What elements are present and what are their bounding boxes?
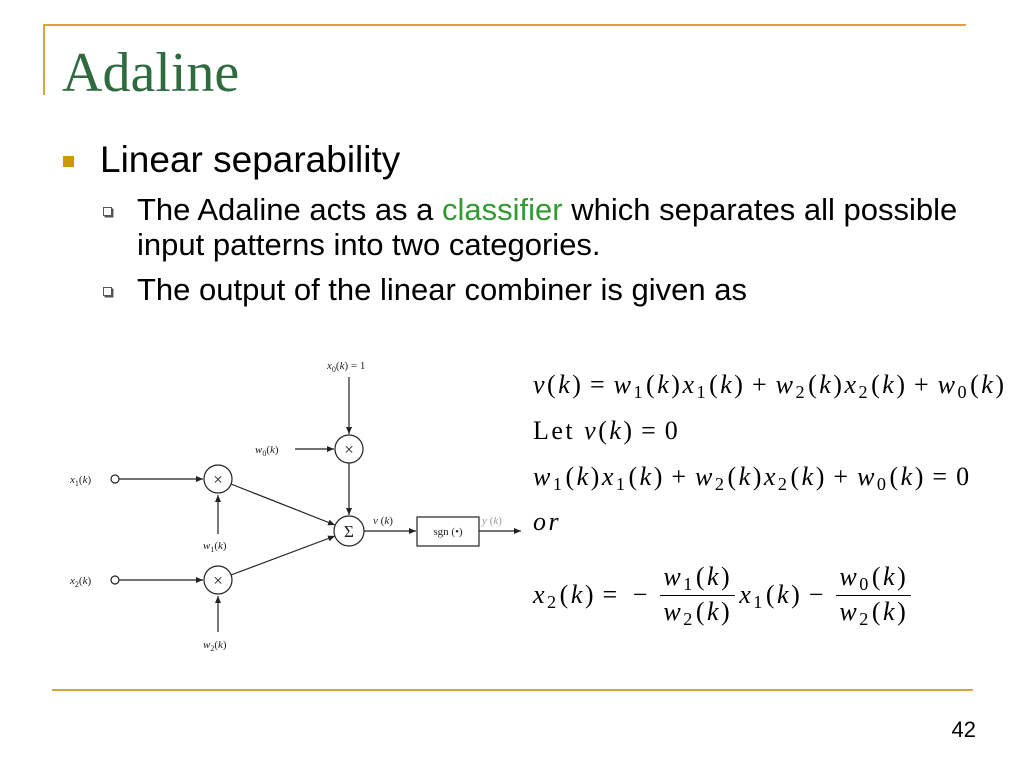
math-symbol: (	[266, 444, 271, 456]
bullet-linear-separability: Linear separability	[100, 139, 401, 180]
equation-or	[533, 507, 561, 537]
math-subscript: 1	[552, 474, 565, 495]
math-text: Let	[533, 416, 585, 445]
math-variable: k	[657, 370, 672, 399]
math-symbol: )	[653, 462, 665, 491]
arrow-multiplier1-to-sum	[231, 484, 335, 525]
math-variable: k	[218, 540, 223, 552]
math-symbol: (	[214, 540, 219, 552]
math-variable: k	[882, 370, 897, 399]
math-subscript: 2	[683, 609, 695, 630]
math-symbol: )	[897, 597, 909, 626]
math-symbol: )	[734, 370, 746, 399]
page-number: 42	[951, 717, 976, 742]
math-symbol: (	[808, 370, 820, 399]
math-operator: =	[602, 579, 620, 609]
label-x1	[69, 474, 91, 488]
math-symbol: (	[565, 462, 577, 491]
fraction-denominator	[660, 596, 735, 629]
open-circle-icon	[111, 576, 119, 584]
math-symbol: (	[889, 462, 901, 491]
equation-boundary	[533, 462, 972, 494]
math-variable: k	[576, 462, 591, 491]
math-symbol: (	[709, 370, 721, 399]
math-operator: −	[632, 579, 650, 609]
math-operator: +	[833, 462, 851, 491]
math-variable: o	[533, 507, 549, 536]
sub-bullet-classifier	[137, 192, 987, 262]
math-symbol: (	[646, 370, 658, 399]
math-variable: y	[482, 515, 487, 527]
math-variable: k	[339, 360, 345, 372]
math-variable: k	[558, 370, 573, 399]
math-variable: k	[82, 474, 88, 486]
math-subscript: 0	[876, 474, 889, 495]
math-symbol: 0	[956, 462, 972, 491]
math-symbol: (	[790, 462, 802, 491]
math-symbol: (	[78, 474, 83, 486]
math-variable: k	[570, 579, 585, 609]
math-operator: =	[641, 416, 659, 445]
math-subscript: 2	[777, 474, 790, 495]
math-operator: =	[932, 462, 950, 491]
math-subscript: 1	[615, 474, 628, 495]
math-subscript: 2	[714, 474, 727, 495]
math-variable: w	[695, 462, 715, 491]
math-variable: k	[883, 562, 898, 591]
math-operator: +	[914, 370, 932, 399]
math-subscript: 2	[210, 644, 215, 653]
math-variable: w	[203, 540, 211, 552]
math-symbol: (	[970, 370, 982, 399]
label-w0	[255, 444, 279, 458]
math-variable: w	[839, 562, 860, 591]
top-rule	[44, 24, 966, 26]
math-variable: x	[763, 462, 778, 491]
math-subscript: 0	[859, 574, 871, 595]
math-symbol: )	[222, 540, 227, 552]
math-fraction	[660, 562, 735, 629]
math-variable: k	[270, 444, 275, 456]
label-sgn	[433, 526, 463, 538]
math-variable: w	[663, 562, 684, 591]
multiply-symbol: ×	[213, 571, 223, 590]
label-v	[373, 515, 393, 527]
math-symbol: )	[274, 444, 279, 456]
math-subscript: 2	[547, 591, 559, 612]
math-variable: x	[70, 575, 75, 587]
label-y	[481, 515, 502, 527]
math-subscript: 1	[696, 382, 709, 403]
sub-bullet-text-before: The Adaline acts as a	[137, 192, 443, 227]
math-symbol: (	[628, 462, 640, 491]
math-variable: k	[883, 597, 898, 626]
math-variable: k	[981, 370, 996, 399]
math-operator: =	[589, 370, 608, 399]
math-symbol: )	[498, 515, 502, 527]
math-variable: k	[900, 462, 915, 491]
math-variable: x	[739, 579, 754, 609]
math-variable: r	[548, 507, 562, 536]
highlight-classifier: classifier	[442, 192, 563, 227]
math-variable: w	[255, 444, 263, 456]
math-variable: k	[639, 462, 654, 491]
math-symbol: )	[222, 639, 227, 651]
math-symbol: (	[695, 597, 707, 626]
math-symbol: (	[486, 515, 494, 527]
math-subscript: 1	[683, 574, 695, 595]
math-subscript: 1	[753, 591, 765, 612]
math-variable: w	[533, 462, 553, 491]
math-symbol: (	[765, 579, 778, 609]
math-variable: x	[844, 370, 859, 399]
math-group	[739, 580, 832, 612]
fraction-denominator	[836, 596, 911, 629]
math-variable: v	[373, 515, 378, 527]
math-variable: w	[937, 370, 958, 399]
math-symbol: )	[896, 370, 908, 399]
math-symbol: (	[695, 562, 707, 591]
math-variable: k	[801, 462, 816, 491]
math-symbol: )	[833, 370, 845, 399]
math-variable: k	[384, 515, 390, 527]
math-symbol: )	[721, 597, 733, 626]
math-subscript: 2	[795, 382, 808, 403]
hollow-square-bullet-icon	[103, 287, 112, 296]
math-variable: x	[533, 579, 548, 609]
math-operator: +	[671, 462, 689, 491]
math-symbol: (	[78, 575, 83, 587]
equation-let-zero	[533, 416, 680, 446]
math-variable: x	[601, 462, 616, 491]
math-variable: k	[706, 597, 722, 626]
math-symbol: )	[914, 462, 926, 491]
math-subscript: 0	[262, 449, 267, 458]
math-symbol: )	[995, 370, 1007, 399]
math-symbol: 0	[664, 416, 681, 445]
math-symbol: (	[214, 639, 219, 651]
math-variable: k	[738, 462, 753, 491]
math-variable: v	[584, 416, 599, 445]
math-variable: k	[609, 416, 624, 445]
math-variable: w	[203, 639, 211, 651]
math-variable: w	[775, 370, 796, 399]
fraction-numerator	[660, 562, 735, 596]
math-variable: x	[682, 370, 697, 399]
math-symbol: (	[727, 462, 739, 491]
math-symbol: (	[547, 370, 559, 399]
math-symbol: )	[389, 515, 393, 527]
square-bullet-icon	[63, 156, 74, 167]
math-subscript: 2	[859, 609, 871, 630]
math-group	[533, 580, 656, 612]
math-variable: k	[706, 562, 722, 591]
math-subscript: 1	[633, 382, 646, 403]
math-symbol: (	[335, 360, 340, 372]
math-variable: k	[720, 370, 735, 399]
math-symbol: )	[721, 562, 733, 591]
sum-symbol: Σ	[344, 522, 354, 541]
math-subscript: 2	[74, 580, 79, 589]
left-rule	[43, 24, 45, 95]
math-symbol: (	[377, 515, 385, 527]
math-symbol: )	[815, 462, 827, 491]
arrow-multiplier2-to-sum	[231, 536, 335, 575]
sub-bullet-output: The output of the linear combiner is given as	[137, 272, 748, 307]
math-variable: k	[819, 370, 834, 399]
math-subscript: 0	[331, 365, 336, 374]
math-variable: w	[839, 597, 860, 626]
label-w2	[203, 639, 227, 653]
math-variable: k	[777, 579, 792, 609]
adaline-diagram	[60, 350, 530, 670]
math-symbol: )	[791, 579, 803, 609]
math-symbol: )	[590, 462, 602, 491]
math-variable: x	[327, 360, 332, 372]
math-symbol: )	[623, 416, 635, 445]
math-variable: k	[493, 515, 499, 527]
math-symbol: )	[752, 462, 764, 491]
math-variable: k	[218, 639, 223, 651]
math-fraction	[836, 562, 911, 629]
math-variable: v	[533, 370, 548, 399]
math-symbol: (	[871, 370, 883, 399]
math-symbol: ) = 1	[344, 360, 366, 372]
math-symbol: )	[87, 474, 92, 486]
math-operator: −	[808, 579, 826, 609]
hollow-square-bullet-icon	[103, 207, 112, 216]
math-symbol: )	[584, 579, 597, 609]
bottom-rule	[52, 689, 973, 691]
equation-decision-line	[533, 562, 915, 629]
math-operator: +	[751, 370, 770, 399]
equation-linear-combiner	[533, 370, 1007, 402]
math-symbol: (	[559, 579, 571, 609]
math-symbol: )	[572, 370, 584, 399]
label-x0	[326, 360, 365, 374]
math-symbol: )	[671, 370, 683, 399]
math-variable: w	[663, 597, 684, 626]
label-x2	[69, 575, 91, 589]
math-symbol: (	[871, 597, 884, 626]
math-subscript: 2	[858, 382, 871, 403]
math-symbol: sgn (•)	[433, 526, 463, 538]
math-symbol: (	[871, 562, 884, 591]
math-symbol: (	[598, 416, 610, 445]
multiply-symbol: ×	[213, 470, 223, 489]
math-subscript: 0	[957, 382, 970, 403]
math-variable: w	[857, 462, 877, 491]
slide-title: Adaline	[62, 42, 240, 104]
math-symbol: )	[897, 562, 909, 591]
math-variable: k	[82, 575, 88, 587]
math-subscript: 1	[210, 545, 215, 554]
open-circle-icon	[111, 475, 119, 483]
sub-bullet-text-after: which separates all possible input patterns into two categories.	[137, 192, 958, 262]
multiply-symbol: ×	[344, 440, 354, 459]
label-w1	[203, 540, 227, 554]
math-symbol: )	[87, 575, 92, 587]
math-variable: w	[613, 370, 634, 399]
math-subscript: 1	[74, 479, 79, 488]
math-variable: x	[70, 474, 75, 486]
fraction-numerator	[836, 562, 911, 596]
